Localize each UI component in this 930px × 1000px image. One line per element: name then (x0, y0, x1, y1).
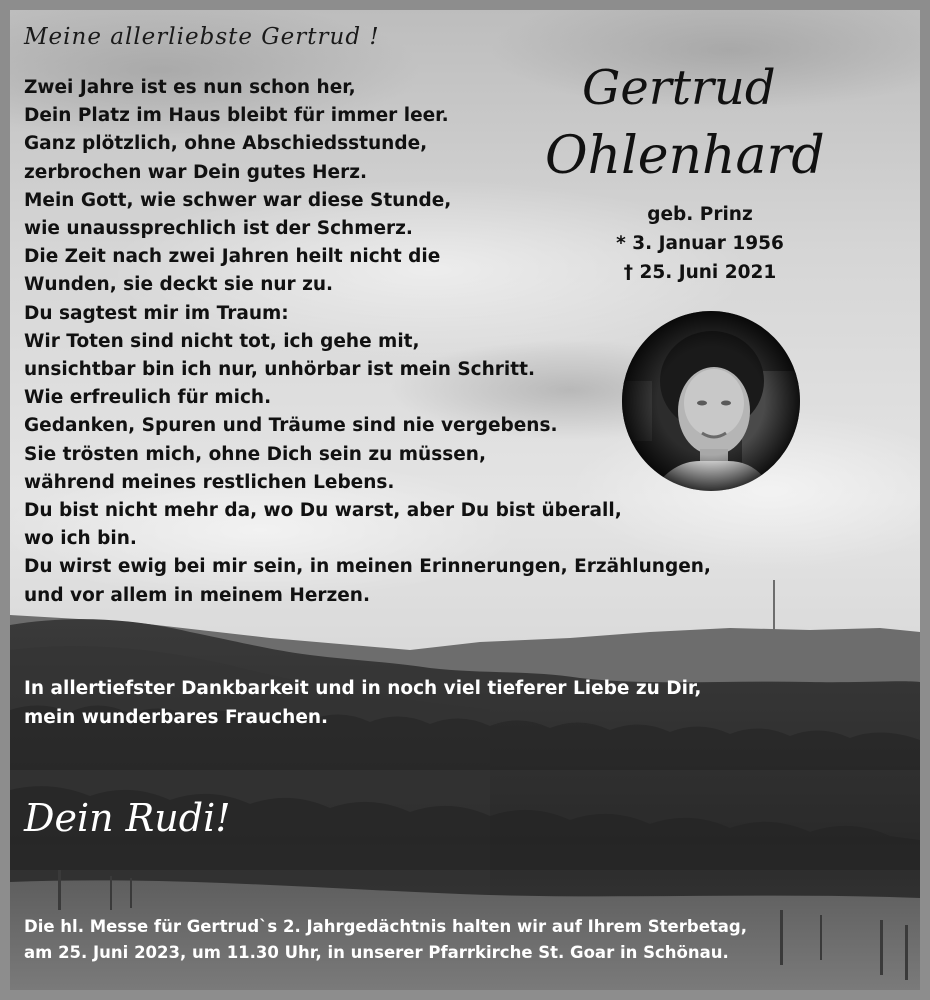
dedication-line: mein wunderbares Frauchen. (24, 707, 329, 728)
notice-line: am 25. Juni 2023, um 11.30 Uhr, in unserer Pfarrkirche St. Goar in Schönau. (24, 943, 729, 962)
notice-line: Die hl. Messe für Gertrud`s 2. Jahrgedächtnis halten wir auf Ihrem Sterbetag, (24, 917, 747, 936)
poem-line: wo ich bin. (24, 528, 137, 550)
poem-line: Du bist nicht mehr da, wo Du warst, aber Du bist überall, (24, 500, 622, 522)
birth-date: * 3. Januar 1956 (616, 233, 784, 254)
poem-line: Ganz plötzlich, ohne Abschiedsstunde, (24, 133, 428, 155)
poem-line: unsichtbar bin ich nur, unhörbar ist mein Schritt. (24, 359, 535, 381)
poem-line: Wir Toten sind nicht tot, ich gehe mit, (24, 330, 420, 352)
poem-line: Du wirst ewig bei mir sein, in meinen Erinnerungen, Erzählungen, (24, 556, 711, 578)
poem-line: Du sagtest mir im Traum: (24, 302, 289, 324)
salutation: Meine allerliebste Gertrud ! (24, 24, 380, 50)
poem-line: wie unaussprechlich ist der Schmerz. (24, 218, 413, 240)
poem-line: Zwei Jahre ist es nun schon her, (24, 77, 356, 98)
deceased-last-name: Ohlenhard (545, 126, 825, 186)
deceased-first-name: Gertrud (582, 60, 776, 116)
signature: Dein Rudi! (24, 796, 231, 840)
poem-line: Wie erfreulich für mich. (24, 387, 272, 409)
portrait-photo (622, 311, 800, 491)
dedication-line: In allertiefster Dankbarkeit und in noch viel tieferer Liebe zu Dir, (24, 678, 702, 699)
poem-line: während meines restlichen Lebens. (24, 471, 395, 493)
maiden-name: geb. Prinz (647, 204, 753, 225)
poem-line: Dein Platz im Haus bleibt für immer leer. (24, 105, 449, 127)
poem-line: Wunden, sie deckt sie nur zu. (24, 274, 334, 296)
poem-line: Gedanken, Spuren und Träume sind nie vergebens. (24, 415, 558, 437)
life-dates (590, 200, 810, 287)
poem-line: Mein Gott, wie schwer war diese Stunde, (24, 189, 452, 211)
poem-line: und vor allem in meinem Herzen. (24, 584, 371, 606)
mass-notice (24, 914, 747, 966)
dedication (24, 674, 701, 732)
death-date: † 25. Juni 2021 (623, 262, 777, 283)
poem-line: Die Zeit nach zwei Jahren heilt nicht die (24, 246, 441, 268)
poem-line: Sie trösten mich, ohne Dich sein zu müssen, (24, 443, 486, 465)
poem-line: zerbrochen war Dein gutes Herz. (24, 161, 368, 183)
